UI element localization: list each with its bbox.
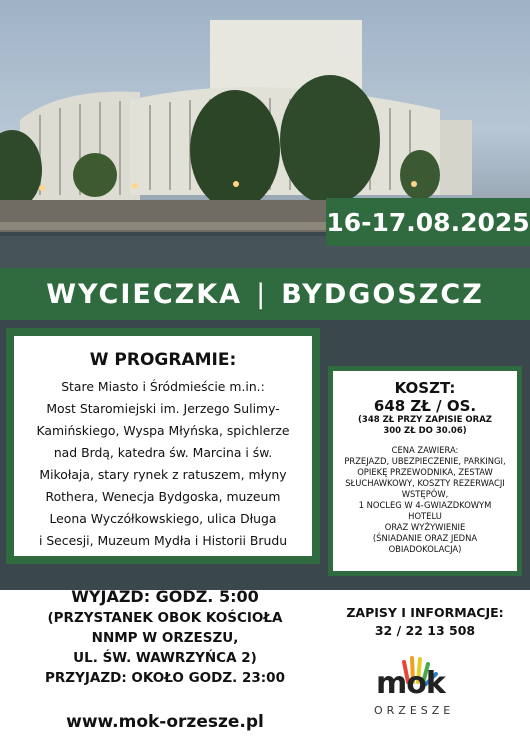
program-line: Rothera, Wenecja Bydgoska, muzeum xyxy=(45,489,281,504)
title-banner xyxy=(0,268,530,320)
includes-line: 1 NOCLEG W 4-GWIAZDKOWYM xyxy=(358,500,492,510)
departure-place-line: (PRZYSTANEK OBOK KOŚCIOŁA xyxy=(47,610,283,626)
includes-line: PRZEJAZD, UBEZPIECZENIE, PARKINGI, xyxy=(344,456,506,466)
departure-time: WYJAZD: GODZ. 5:00 xyxy=(71,587,259,606)
departure-info xyxy=(20,586,310,688)
program-line: nad Brdą, katedra św. Marcina i św. xyxy=(53,445,273,460)
cost-panel xyxy=(333,371,517,571)
mok-logo xyxy=(368,656,472,720)
title-trip: WYCIECZKA xyxy=(46,278,243,310)
program-line: Stare Miasto i Śródmieście m.in.: xyxy=(61,379,265,394)
includes-line: SŁUCHAWKOWY, KOSZTY REZERWACJI xyxy=(345,478,505,488)
logo-subtitle: ORZESZE xyxy=(374,704,455,717)
program-heading: W PROGRAMIE: xyxy=(89,350,237,370)
cost-price: 648 ZŁ / OS. xyxy=(373,397,477,415)
cost-heading: KOSZT: xyxy=(394,379,456,397)
includes-line: CENA ZAWIERA: xyxy=(391,445,459,455)
includes-line: HOTELU xyxy=(408,511,442,521)
program-line: Leona Wyczółkowskiego, ulica Długa xyxy=(49,511,277,526)
program-line: Most Staromiejski im. Jerzego Sulimy- xyxy=(46,401,280,416)
signup-heading: ZAPISY I INFORMACJE: xyxy=(346,605,504,620)
arrival-time: PRZYJAZD: OKOŁO GODZ. 23:00 xyxy=(45,670,285,686)
date-badge: 16-17.08.2025 xyxy=(326,198,530,246)
cost-note xyxy=(337,415,513,437)
logo-letters: mok xyxy=(376,666,445,701)
program-text xyxy=(22,376,304,552)
includes-line: WSTĘPÓW, xyxy=(401,489,449,499)
signup-info xyxy=(335,604,515,640)
program-box xyxy=(6,328,320,564)
includes-line: OBIADOKOLACJA) xyxy=(388,544,462,554)
website-link[interactable]: www.mok-orzesze.pl xyxy=(66,712,264,732)
departure-place-line: NNMP W ORZESZU, xyxy=(91,630,239,646)
title-separator: | xyxy=(256,278,268,310)
program-line: Mikołaja, stary rynek z ratuszem, młyny xyxy=(39,467,287,482)
title-city: BYDGOSZCZ xyxy=(281,278,484,310)
cost-includes xyxy=(337,445,513,555)
departure-place-line: UL. ŚW. WAWRZYŃCA 2) xyxy=(73,650,257,666)
program-line: i Secesji, Muzeum Mydła i Historii Brudu xyxy=(38,533,288,548)
cost-note-line: (348 ZŁ PRZY ZAPISIE ORAZ xyxy=(358,415,492,425)
includes-line: OPIEKĘ PRZEWODNIKA, ZESTAW xyxy=(357,467,493,477)
program-line: Kamińskiego, Wyspa Młyńska, spichlerze xyxy=(36,423,290,438)
program-panel xyxy=(14,336,312,556)
includes-line: ORAZ WYŻYWIENIE xyxy=(384,522,466,532)
includes-line: (ŚNIADANIE ORAZ JEDNA xyxy=(372,533,478,543)
cost-note-line: 300 ZŁ DO 30.06) xyxy=(383,426,467,436)
cost-box xyxy=(328,366,522,576)
signup-phone: 32 / 22 13 508 xyxy=(374,623,476,638)
